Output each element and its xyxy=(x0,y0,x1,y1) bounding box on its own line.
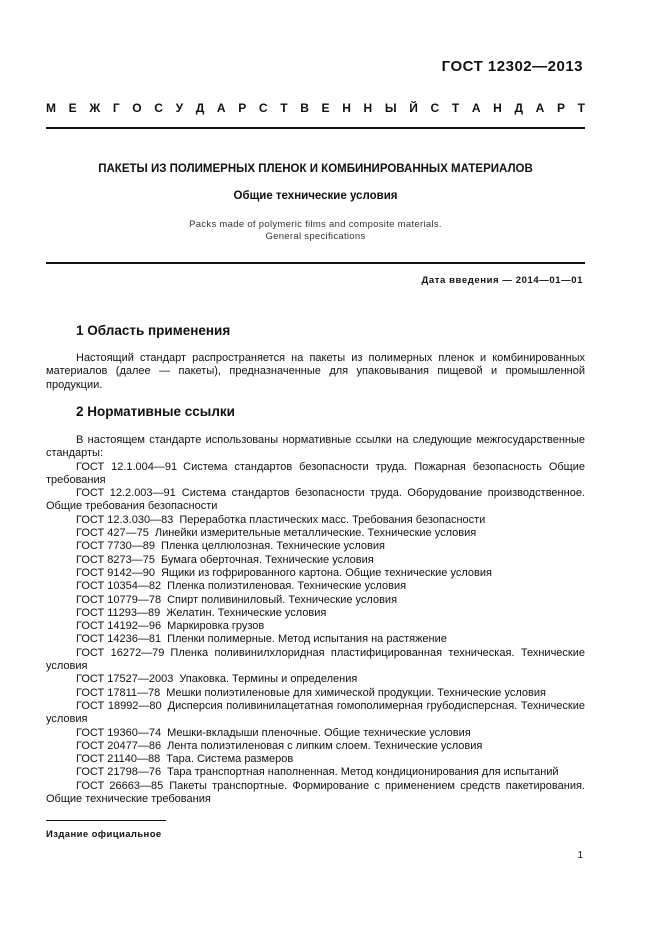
reference-item xyxy=(46,727,585,740)
reference-item xyxy=(46,620,585,633)
reference-item xyxy=(46,554,585,567)
reference-item xyxy=(46,607,585,620)
reference-code: ГОСТ 7730—89 xyxy=(76,540,155,553)
reference-code: ГОСТ 21140—88 xyxy=(76,753,161,766)
section-2-heading: 2 Нормативные ссылки xyxy=(76,404,235,419)
english-title-line1: Packs made of polymeric films and composite materials. xyxy=(189,219,442,230)
reference-title: Желатин. Технические условия xyxy=(166,606,327,619)
reference-code: ГОСТ 19360—74 xyxy=(76,726,162,739)
reference-title: Пленка полиэтиленовая. Технические условия xyxy=(167,580,407,593)
reference-code: ГОСТ 18992—80 xyxy=(76,699,162,712)
reference-item xyxy=(46,647,585,674)
reference-title: Пленка целлюлозная. Технические условия xyxy=(160,540,385,553)
reference-item xyxy=(46,540,585,553)
reference-code: ГОСТ 11293—89 xyxy=(76,606,161,619)
reference-code: ГОСТ 17811—78 xyxy=(76,686,161,699)
reference-code: ГОСТ 14236—81 xyxy=(76,633,162,646)
reference-title: Пленка поливинилхлоридная пластифицированная техническая. Технические условия xyxy=(46,646,585,673)
reference-title: Лента полиэтиленовая с липким слоем. Технические условия xyxy=(167,739,483,752)
english-title-line2: General specifications xyxy=(265,231,366,242)
reference-title: Тара транспортная наполненная. Метод кондиционирования для испытаний xyxy=(167,766,559,779)
reference-code: ГОСТ 17527—2003 xyxy=(76,673,174,686)
reference-code: ГОСТ 10354—82 xyxy=(76,580,162,593)
reference-title: Пакеты транспортные. Формирование с применением средств пакетирования. Общие технические требования xyxy=(46,779,585,806)
title-rule xyxy=(46,262,585,264)
reference-code: ГОСТ 12.1.004—91 xyxy=(76,460,178,473)
references-intro: В настоящем стандарте использованы нормативные ссылки на следующие межгосударственные стандарты: xyxy=(46,434,585,460)
document-title: ПАКЕТЫ ИЗ ПОЛИМЕРНЫХ ПЛЕНОК И КОМБИНИРОВАННЫХ МАТЕРИАЛОВ xyxy=(98,163,533,175)
interstate-standard-label: М Е Ж Г О С У Д А Р С Т В Е Н Н Ы Й С Т А Н Д А Р Т xyxy=(46,101,585,115)
reference-item xyxy=(46,487,585,514)
reference-title: Система стандартов безопасности труда. Пожарная безопасность Общие требования xyxy=(46,460,585,486)
page-number: 1 xyxy=(577,850,583,861)
reference-item xyxy=(46,633,585,646)
reference-title: Бумага оберточная. Технические условия xyxy=(160,553,374,566)
reference-title: Мешки полиэтиленовые для химической продукции. Технические условия xyxy=(166,686,546,699)
reference-code: ГОСТ 9142—90 xyxy=(76,566,155,579)
section-1-text: Настоящий стандарт распространяется на пакеты из полимерных пленок и комбинированных материалов (далее — пакеты), предназначенные для упаковывания пищевой и промышленной продукции. xyxy=(46,352,585,391)
reference-title: Маркировка грузов xyxy=(167,620,265,633)
reference-item xyxy=(46,514,585,527)
reference-code: ГОСТ 12.2.003—91 xyxy=(76,487,176,500)
reference-item xyxy=(46,700,585,727)
reference-title: Мешки-вкладыши пленочные. Общие технические условия xyxy=(167,726,471,739)
reference-item xyxy=(46,580,585,593)
introduction-date: Дата введения — 2014—01—01 xyxy=(421,275,583,286)
reference-item xyxy=(46,567,585,580)
reference-code: ГОСТ 21798—76 xyxy=(76,766,162,779)
reference-item xyxy=(46,753,585,766)
reference-title: Линейки измерительные металлические. Технические условия xyxy=(154,527,477,540)
reference-code: ГОСТ 16272—79 xyxy=(76,646,165,659)
reference-code: ГОСТ 26663—85 xyxy=(76,779,164,792)
document-subtitle: Общие технические условия xyxy=(233,190,398,202)
reference-item xyxy=(46,740,585,753)
reference-code: ГОСТ 10779—78 xyxy=(76,593,162,606)
reference-item xyxy=(46,766,585,779)
section-1-heading: 1 Область применения xyxy=(76,323,231,338)
reference-code: ГОСТ 8273—75 xyxy=(76,553,155,566)
reference-item xyxy=(46,594,585,607)
normative-references xyxy=(46,434,585,806)
reference-title: Спирт поливиниловый. Технические условия xyxy=(167,593,398,606)
header-rule xyxy=(46,127,585,129)
reference-title: Тара. Система размеров xyxy=(166,753,294,766)
footer-rule xyxy=(46,820,166,821)
reference-title: Упаковка. Термины и определения xyxy=(179,673,358,686)
document-code: ГОСТ 12302—2013 xyxy=(441,58,583,75)
reference-item xyxy=(46,673,585,686)
reference-title: Система стандартов безопасности труда. Оборудование производственное. Общие требования безопасности xyxy=(46,487,585,513)
reference-item xyxy=(46,687,585,700)
reference-list xyxy=(46,461,585,807)
reference-title: Пленки полимерные. Метод испытания на растяжение xyxy=(167,633,447,646)
reference-code: ГОСТ 12.3.030—83 xyxy=(76,513,174,526)
official-edition-label: Издание официальное xyxy=(46,829,162,840)
reference-code: ГОСТ 14192—96 xyxy=(76,620,162,633)
reference-item xyxy=(46,461,585,488)
reference-item xyxy=(46,780,585,807)
reference-title: Ящики из гофрированного картона. Общие технические условия xyxy=(160,566,492,579)
reference-code: ГОСТ 20477—86 xyxy=(76,739,162,752)
reference-item xyxy=(46,527,585,540)
reference-code: ГОСТ 427—75 xyxy=(76,527,149,540)
section-1-paragraph xyxy=(46,352,585,392)
reference-title: Дисперсия поливинилацетатная гомополимерная грубодисперсная. Технические условия xyxy=(46,699,585,726)
reference-title: Переработка пластических масс. Требования безопасности xyxy=(179,513,486,526)
